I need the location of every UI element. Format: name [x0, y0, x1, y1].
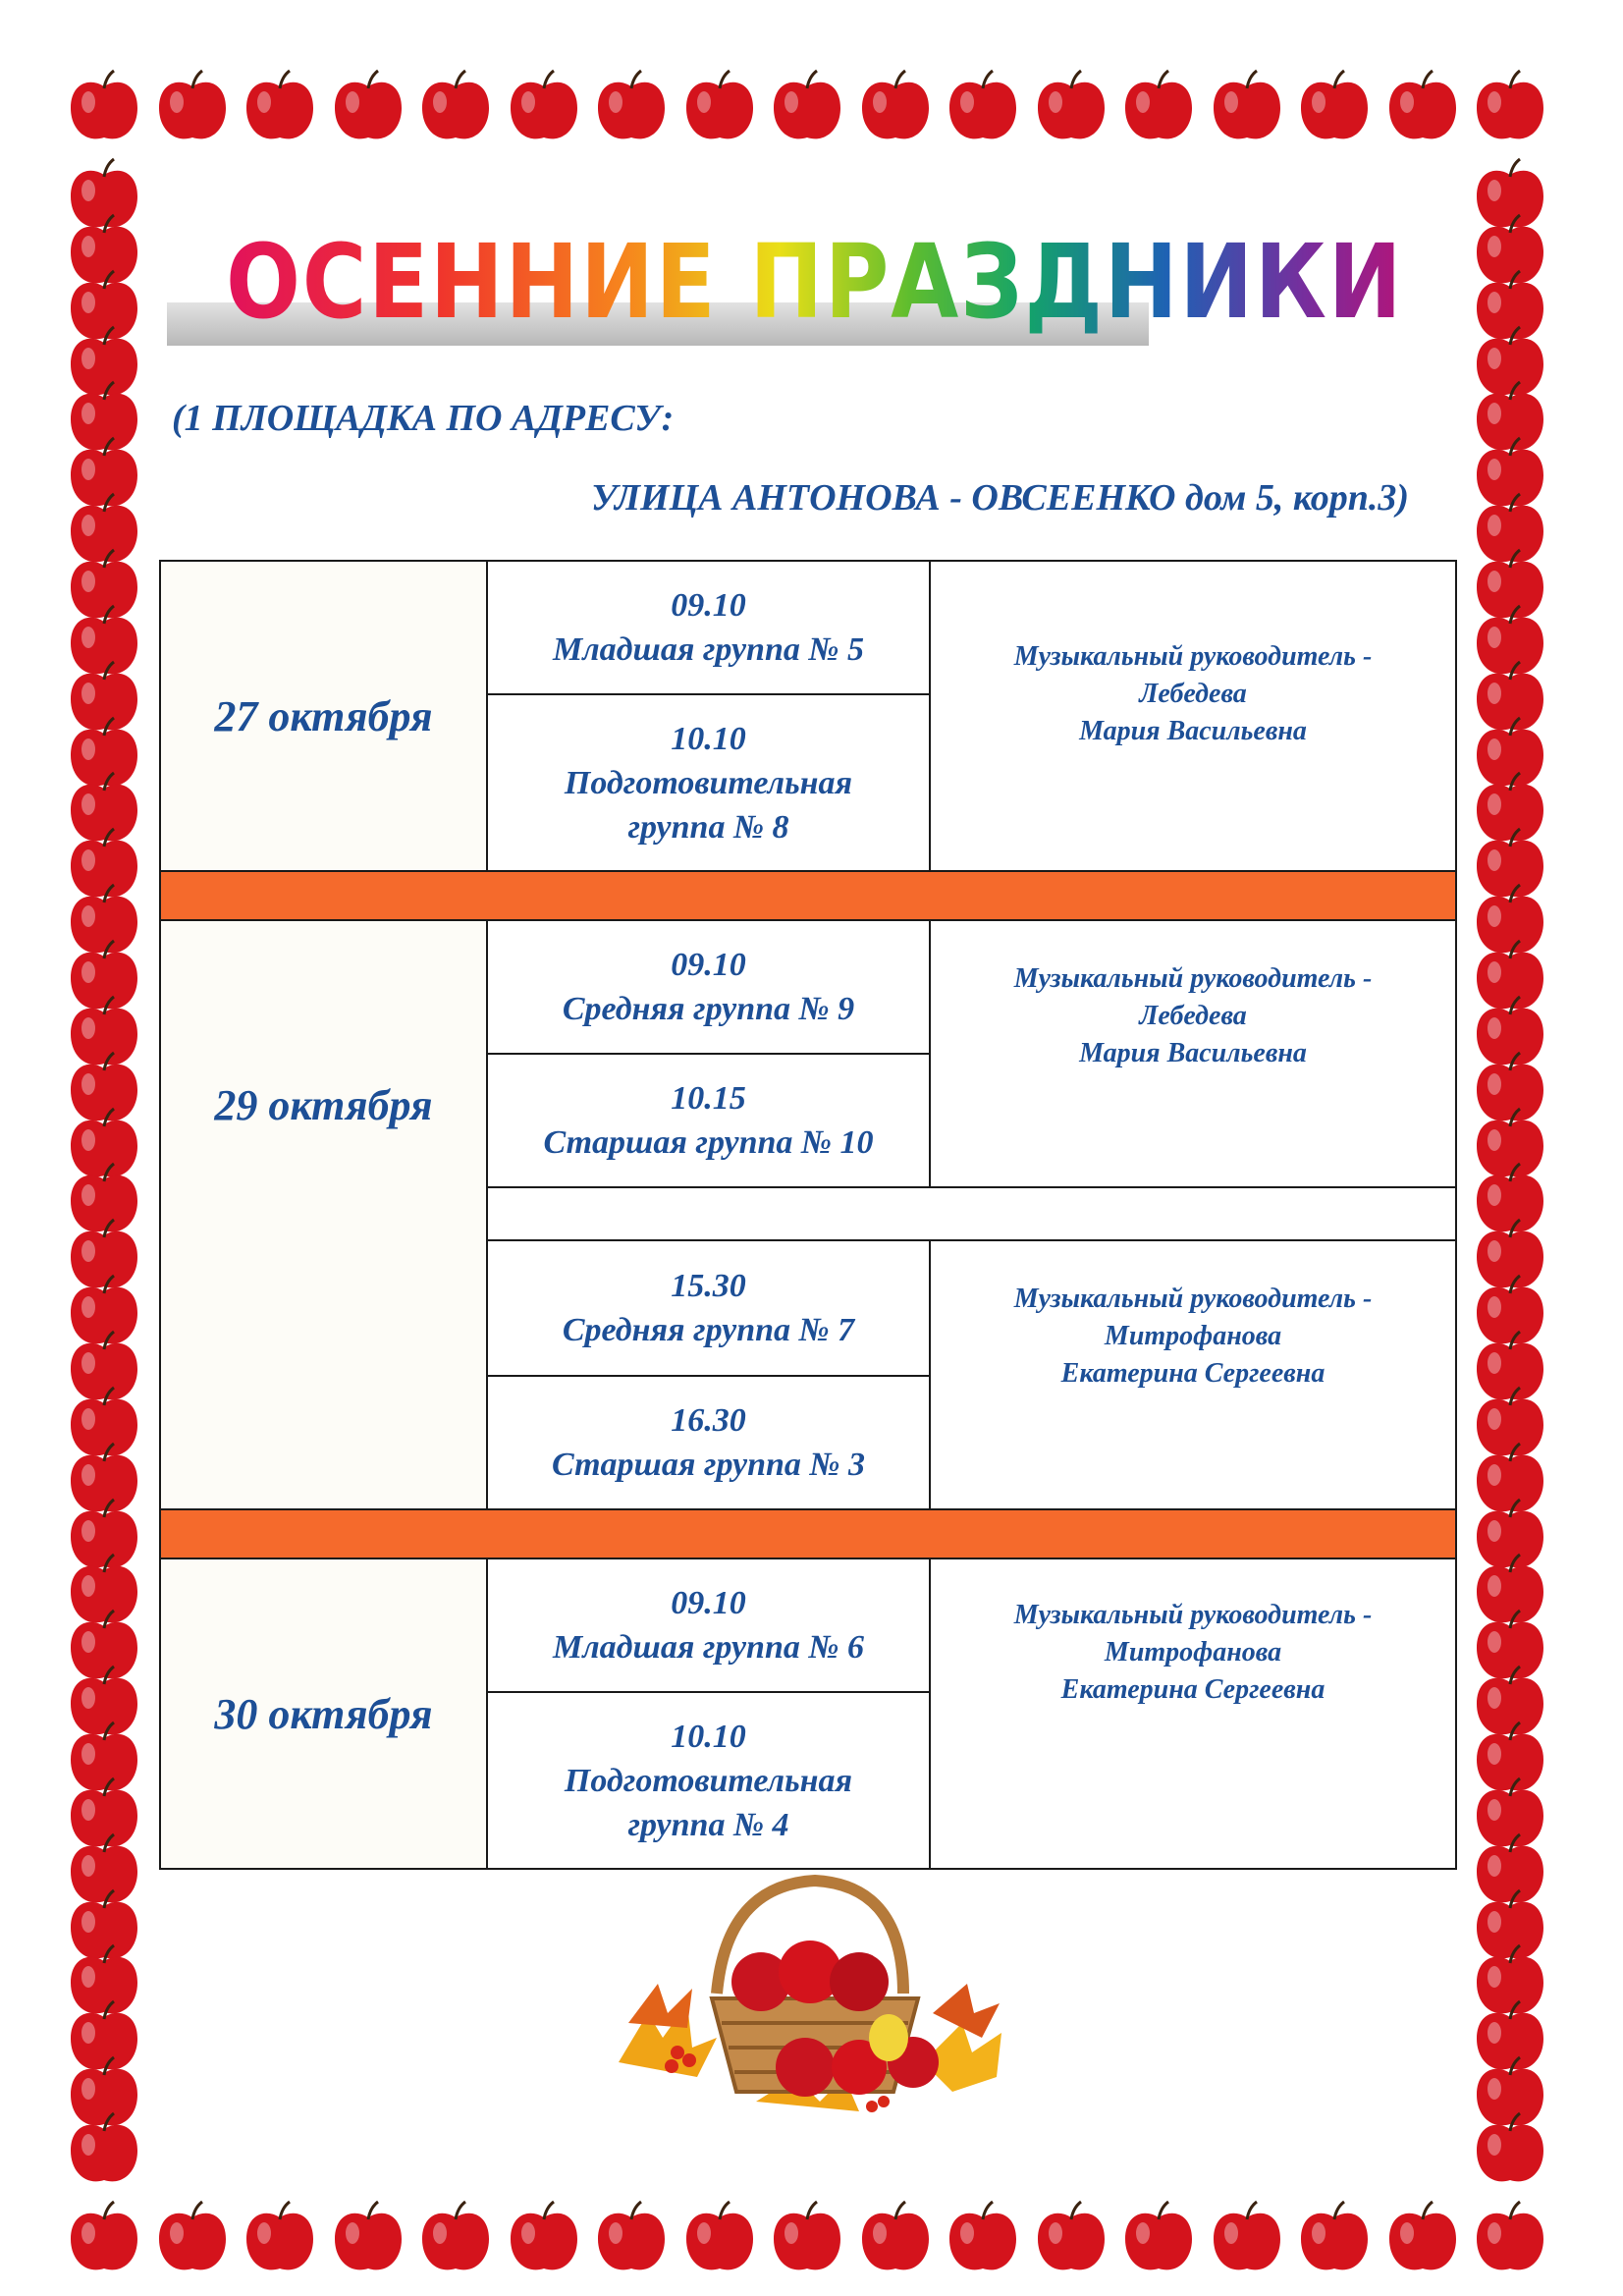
- date-text: 29 октября: [214, 1081, 433, 1129]
- slot-time: 10.10: [671, 720, 746, 757]
- apple-icon: [946, 69, 1020, 145]
- leader-name: Екатерина Сергеевна: [1060, 1358, 1325, 1389]
- apple-icon: [331, 2200, 406, 2276]
- apple-icon: [1121, 2200, 1196, 2276]
- slot-group: Старшая группа № 3: [551, 1447, 866, 1483]
- slot-group: Подготовительная группа № 8: [564, 764, 853, 846]
- apple-icon: [1297, 2200, 1372, 2276]
- apple-icon: [1034, 69, 1109, 145]
- time-slot-cell: [486, 1691, 931, 1870]
- date-text: 30 октября: [214, 1689, 433, 1738]
- apple-icon: [67, 2200, 141, 2276]
- music-director-cell: [929, 919, 1457, 1188]
- time-slot-cell: [486, 560, 931, 695]
- slot-group: Младшая группа № 6: [552, 1629, 864, 1666]
- apple-icon: [1473, 2111, 1547, 2188]
- apple-icon: [155, 2200, 230, 2276]
- schedule-table: [159, 560, 1457, 1870]
- apple-icon: [594, 69, 669, 145]
- leader-role: Музыкальный руководитель -: [1013, 1284, 1373, 1314]
- leader-surname: Митрофанова: [1104, 1637, 1282, 1667]
- apple-icon: [946, 2200, 1020, 2276]
- leader-role: Музыкальный руководитель -: [1013, 1600, 1373, 1630]
- apple-icon: [155, 69, 230, 145]
- time-slot-cell: [486, 1239, 931, 1377]
- address-line-1: (1 ПЛОЩАДКА ПО АДРЕСУ:: [172, 398, 675, 439]
- leader-surname: Митрофанова: [1104, 1321, 1282, 1351]
- apple-icon: [770, 69, 844, 145]
- apple-icon: [1121, 69, 1196, 145]
- apple-icon: [67, 2111, 141, 2188]
- slot-group: Подготовительная группа № 4: [564, 1762, 853, 1843]
- slot-time: 15.30: [671, 1268, 746, 1304]
- apple-icon: [243, 69, 317, 145]
- apple-icon: [682, 2200, 757, 2276]
- apple-icon: [1297, 69, 1372, 145]
- date-cell: [159, 1558, 488, 1870]
- slot-time: 16.30: [671, 1402, 746, 1439]
- slot-time: 09.10: [671, 947, 746, 983]
- apple-icon: [67, 69, 141, 145]
- time-slot-cell: [486, 693, 931, 872]
- leader-role: Музыкальный руководитель -: [1013, 641, 1373, 672]
- slot-time: 09.10: [671, 587, 746, 624]
- apple-icon: [1210, 69, 1284, 145]
- leader-name: Мария Васильевна: [1079, 1038, 1307, 1068]
- slot-group: Средняя группа № 9: [562, 991, 855, 1027]
- slot-group: Средняя группа № 7: [562, 1312, 855, 1348]
- slot-time: 09.10: [671, 1585, 746, 1621]
- apple-icon: [418, 2200, 493, 2276]
- music-director-cell: [929, 1558, 1457, 1870]
- time-slot-cell: [486, 919, 931, 1055]
- leader-name: Екатерина Сергеевна: [1060, 1674, 1325, 1705]
- leader-surname: Лебедева: [1139, 679, 1247, 709]
- apple-icon: [858, 2200, 933, 2276]
- apple-icon: [507, 2200, 581, 2276]
- day-separator: [159, 870, 1457, 921]
- title-text: ОСЕННИЕ ПРАЗДНИКИ: [226, 222, 1404, 342]
- leader-role: Музыкальный руководитель -: [1013, 963, 1373, 994]
- apple-icon: [1385, 69, 1460, 145]
- apple-icon: [243, 2200, 317, 2276]
- apple-icon: [418, 69, 493, 145]
- date-text: 27 октября: [214, 691, 433, 740]
- apple-icon: [1385, 2200, 1460, 2276]
- apple-icon: [1034, 2200, 1109, 2276]
- address-line-2: УЛИЦА АНТОНОВА - ОВСЕЕНКО дом 5, корп.3): [590, 477, 1409, 519]
- leader-name: Мария Васильевна: [1079, 716, 1307, 746]
- apple-icon: [858, 69, 933, 145]
- time-slot-cell: [486, 1053, 931, 1188]
- blank-spacer-row: [486, 1186, 1457, 1241]
- apple-icon: [1473, 2200, 1547, 2276]
- apple-icon: [594, 2200, 669, 2276]
- time-slot-cell: [486, 1375, 931, 1510]
- slot-time: 10.10: [671, 1718, 746, 1755]
- day-separator: [159, 1508, 1457, 1559]
- slot-time: 10.15: [671, 1080, 746, 1117]
- music-director-cell: [929, 1239, 1457, 1510]
- slot-group: Старшая группа № 10: [543, 1124, 874, 1161]
- apple-icon: [770, 2200, 844, 2276]
- date-cell: [159, 919, 488, 1510]
- apple-icon: [682, 69, 757, 145]
- apple-icon: [1473, 69, 1547, 145]
- page-title: [226, 222, 1404, 342]
- apple-icon: [331, 69, 406, 145]
- leader-surname: Лебедева: [1139, 1001, 1247, 1031]
- music-director-cell: [929, 560, 1457, 872]
- date-cell: [159, 560, 488, 872]
- apple-basket-illustration: [609, 1866, 1021, 2121]
- slot-group: Младшая группа № 5: [552, 631, 864, 668]
- apple-icon: [507, 69, 581, 145]
- time-slot-cell: [486, 1558, 931, 1693]
- apple-icon: [1210, 2200, 1284, 2276]
